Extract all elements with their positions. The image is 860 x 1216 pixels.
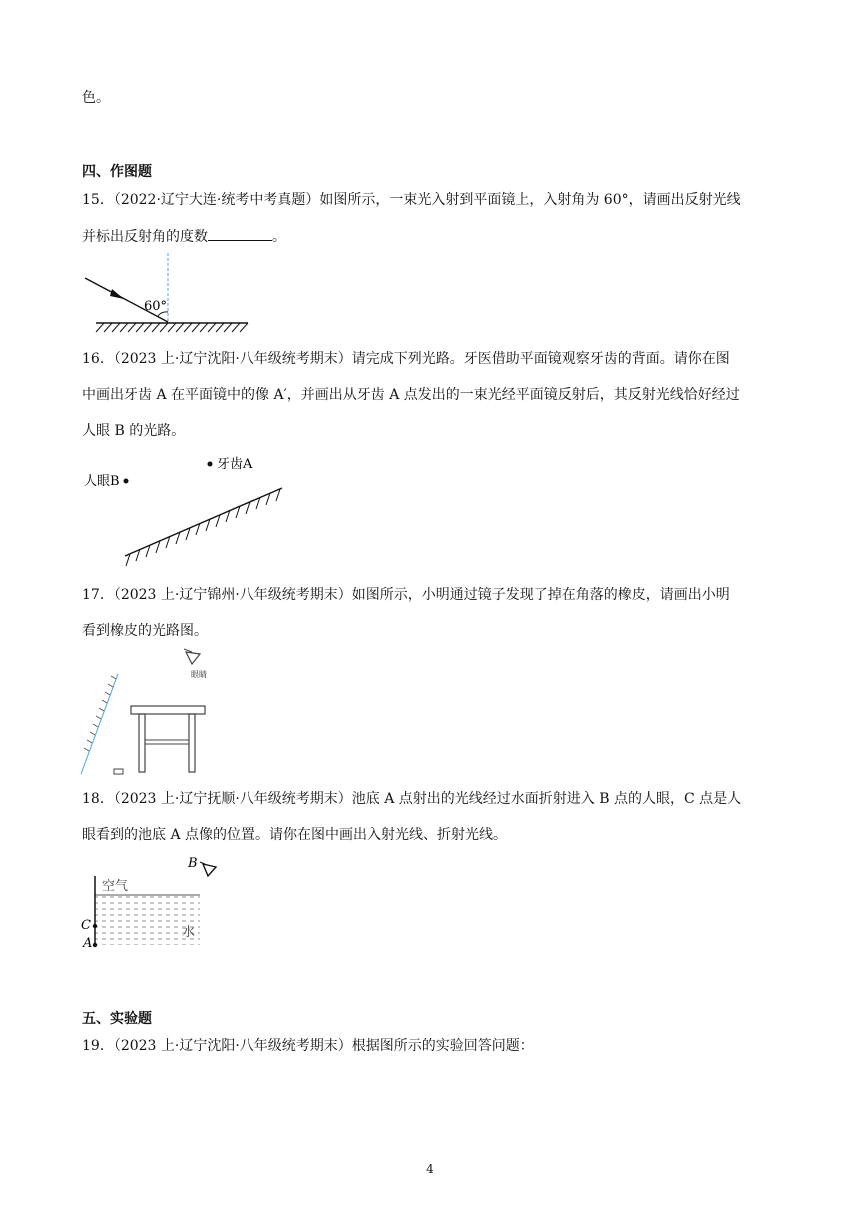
q15-line-2 [82, 226, 286, 247]
q15-line-2-prefix: 并标出反射角的度数 [82, 229, 208, 245]
q15-mirror-hatching [96, 323, 248, 332]
q18-point-a [93, 943, 97, 947]
q18-point-c-label: C [81, 918, 91, 933]
q15-angle-label: 60° [144, 299, 168, 314]
q17-eye-label: 眼睛 [191, 670, 207, 679]
q18-water-label: 水 [182, 925, 196, 940]
q15-line-1: 15．（2022·辽宁大连·统考中考真题）如图所示，一束光入射到平面镜上，入射角为 60°，请画出反射光线 [82, 192, 741, 208]
q16-tooth-label: 牙齿A [217, 457, 253, 472]
q18-figure [78, 852, 228, 952]
q17-mirror-hatching [84, 676, 116, 751]
page-number: 4 [426, 1162, 434, 1176]
q16-eye-point [124, 479, 129, 484]
q16-mirror-hatching [126, 489, 280, 566]
q16-line-1: 16．（2023 上·辽宁沈阳·八年级统考期末）请完成下列光路。牙医借助平面镜观察牙齿的背面。请你在图 [82, 351, 730, 367]
q17-mirror [81, 674, 118, 774]
q15-answer-blank [208, 226, 272, 241]
q17-line-2: 看到橡皮的光路图。 [82, 623, 208, 639]
q16-tooth-point [208, 462, 213, 467]
q19-line-1: 19．（2023 上·辽宁沈阳·八年级统考期末）根据图所示的实验回答问题： [82, 1038, 534, 1054]
q16-line-3: 人眼 B 的光路。 [82, 423, 186, 439]
q15-figure [80, 248, 260, 338]
section-5-title: 五、实验题 [82, 1011, 152, 1027]
section-4-title: 四、作图题 [82, 164, 152, 180]
q18-line-2: 眼看到的池底 A 点像的位置。请你在图中画出入射光线、折射光线。 [82, 827, 508, 843]
q18-air-label: 空气 [102, 879, 129, 894]
q17-eye-icon [184, 649, 200, 664]
q17-figure [78, 646, 248, 778]
q18-point-a-label: A [83, 936, 93, 951]
q16-line-2: 中画出牙齿 A 在平面镜中的像 A′，并画出从牙齿 A 点发出的一束光经平面镜反射后，其反射光线恰好经过 [82, 387, 740, 403]
q17-stool [131, 706, 205, 772]
q18-eye-icon [200, 862, 216, 876]
q18-line-1: 18．（2023 上·辽宁抚顺·八年级统考期末）池底 A 点射出的光线经过水面折射进入 B 点的人眼，C 点是人 [82, 791, 742, 807]
q18-point-c [93, 924, 97, 928]
q16-eye-label: 人眼B [84, 474, 120, 489]
q16-figure [80, 448, 300, 573]
q16-mirror [125, 488, 282, 556]
q17-line-1: 17．（2023 上·辽宁锦州·八年级统考期末）如图所示，小明通过镜子发现了掉在角落的橡皮，请画出小明 [82, 587, 730, 603]
q15-line-2-suffix: 。 [272, 229, 286, 245]
intro-text: 色。 [82, 90, 110, 106]
q18-point-b-label: B [188, 856, 198, 871]
q15-ray-arrow-icon [110, 289, 124, 299]
q17-eraser [114, 769, 123, 774]
